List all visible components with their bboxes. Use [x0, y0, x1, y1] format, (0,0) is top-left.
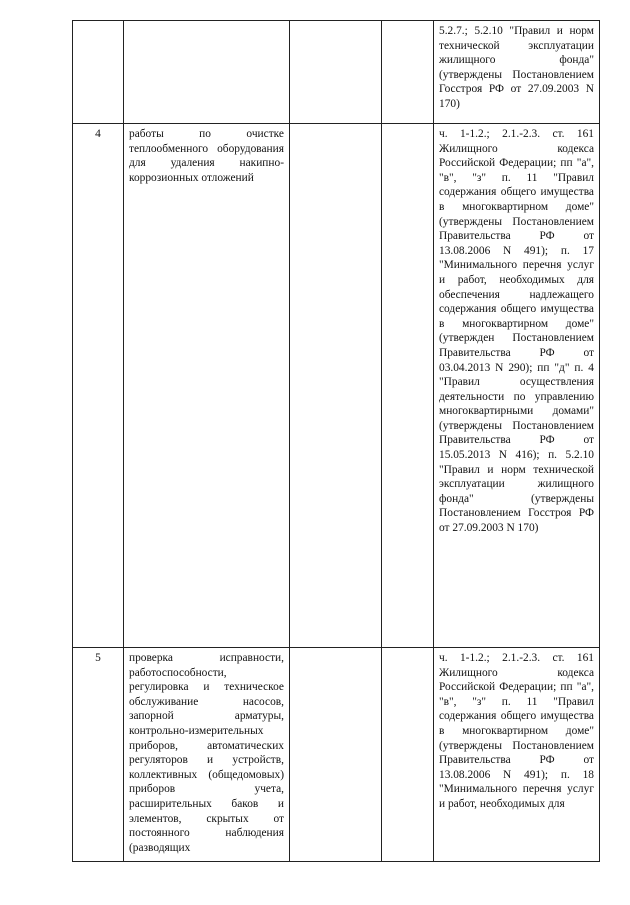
- empty-cell: [382, 648, 434, 862]
- row-number-cell: 4: [73, 124, 124, 648]
- work-description-cell: проверка исправности, работоспособности, регулировка и техническое обслуживание насосов, запорной арматуры, контрольно-измерительных приборов, автоматических регуляторов и устройств, коллективных (общедомовых) приборов учета, расширительных баков и элементов, скрытых от постоянного наблюдения (разводящих: [124, 648, 290, 862]
- legal-basis-cell: ч. 1-1.2.; 2.1.-2.3. ст. 161 Жилищного кодекса Российской Федерации; пп "а", "в", "з" п. 11 "Правил содержания общего имущества в многоквартирном доме" (утверждены Постановлением Правительства РФ от 13.08.2006 N 491); п. 18 "Минимального перечня услуг и работ, необходимых для: [434, 648, 600, 862]
- empty-cell: [290, 648, 382, 862]
- work-description-cell: работы по очистке теплообменного оборудования для удаления накипно-коррозионных отложений: [124, 124, 290, 648]
- table-row: [73, 124, 600, 648]
- row-number-cell: [73, 21, 124, 124]
- legal-basis-cell: 5.2.7.; 5.2.10 "Правил и норм технической эксплуатации жилищного фонда" (утверждены Постановлением Госстроя РФ от 27.09.2003 N 170): [434, 21, 600, 124]
- empty-cell: [290, 21, 382, 124]
- empty-cell: [382, 21, 434, 124]
- works-table: [72, 20, 600, 862]
- table-row: [73, 21, 600, 124]
- row-number-cell: 5: [73, 648, 124, 862]
- table-row: [73, 648, 600, 862]
- empty-cell: [382, 124, 434, 648]
- empty-cell: [290, 124, 382, 648]
- work-description-cell: [124, 21, 290, 124]
- legal-basis-cell: ч. 1-1.2.; 2.1.-2.3. ст. 161 Жилищного кодекса Российской Федерации; пп "а", "в", "з" п. 11 "Правил содержания общего имущества в многоквартирном доме" (утверждены Постановлением Правительства РФ от 13.08.2006 N 491); п. 17 "Минимального перечня услуг и работ, необходимых для обеспечения надлежащего содержания общего имущества в многоквартирном доме" (утвержден Постановлением Правительства РФ от 03.04.2013 N 290); пп "д" п. 4 "Правил осуществления деятельности по управлению многоквартирными домами" (утверждены Постановлением Правительства РФ от 15.05.2013 N 416); п. 5.2.10 "Правил и норм технической эксплуатации жилищного фонда" (утверждены Постановлением Госстроя РФ от 27.09.2003 N 170): [434, 124, 600, 648]
